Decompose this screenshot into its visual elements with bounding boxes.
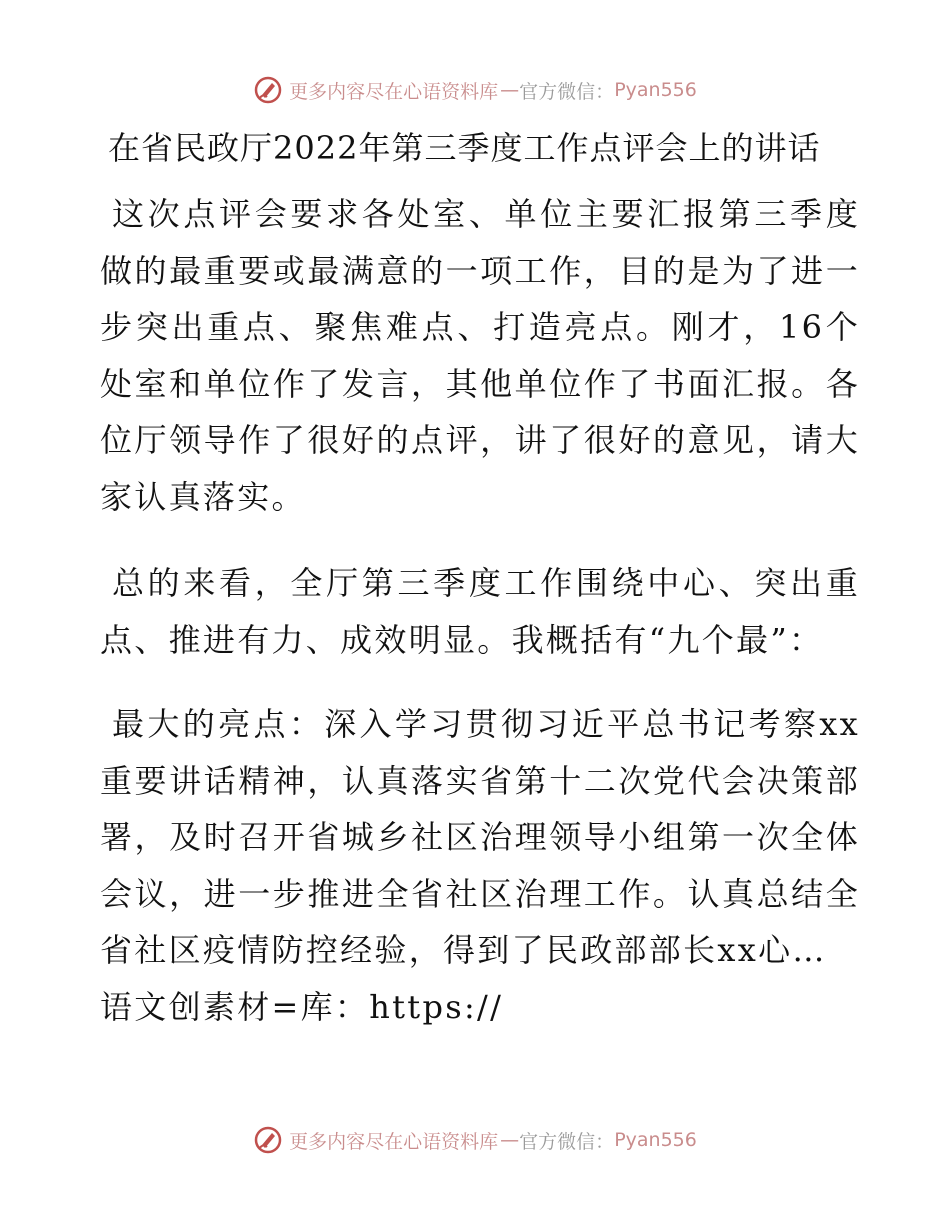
watermark-site-name: 更多内容尽在心语资料库 [289, 1130, 499, 1153]
footer-watermark [0, 1122, 950, 1158]
brand-logo-icon [253, 75, 283, 105]
watermark-site-name: 更多内容尽在心语资料库 [289, 80, 499, 103]
watermark-dash: — [500, 79, 518, 101]
watermark-id: Pyan556 [614, 1129, 697, 1151]
watermark-dash: — [500, 1129, 518, 1151]
paragraph-4: 语文创素材=库：https:// [100, 987, 504, 1026]
paragraph-1: 这次点评会要求各处室、单位主要汇报第三季度做的最重要或最满意的一项工作，目的是为了进一步突出重点、聚焦难点、打造亮点。刚才，16个处室和单位作了发言，其他单位作了书面汇报。各位厅领导作了很好的点评，讲了很好的意见，请大家认真落实。 [100, 195, 860, 516]
document-body [100, 120, 860, 1035]
watermark-label: 官方微信： [519, 1130, 615, 1153]
page-title: 在省民政厅2022年第三季度工作点评会上的讲话 [108, 129, 821, 167]
header-watermark [0, 72, 950, 108]
watermark-label: 官方微信： [519, 80, 615, 103]
paragraph-2: 总的来看，全厅第三季度工作围绕中心、突出重点、推进有力、成效明显。我概括有“九个最”： [100, 564, 860, 659]
paragraph-3: 最大的亮点：深入学习贯彻习近平总书记考察xx重要讲话精神，认真落实省第十二次党代会决策部署，及时召开省城乡社区治理领导小组第一次全体会议，进一步推进全省社区治理工作。认真总结全省社区疫情防控经验，得到了民政部部长xx心… [100, 705, 860, 969]
brand-logo-icon [253, 1125, 283, 1155]
watermark-id: Pyan556 [614, 79, 697, 101]
